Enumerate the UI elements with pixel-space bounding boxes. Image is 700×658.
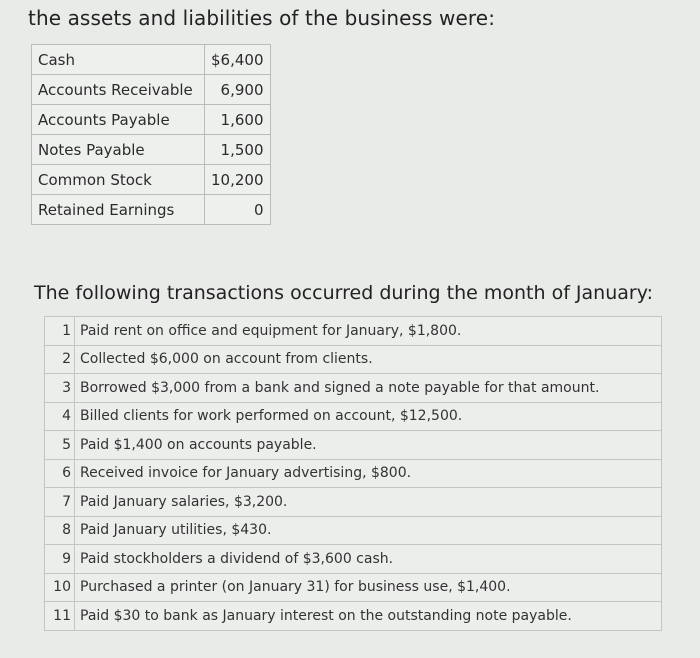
balance-label: Common Stock [32,165,205,195]
transactions-table [44,316,662,631]
balances-table [31,44,271,225]
transaction-text: Purchased a printer (on January 31) for business use, $1,400. [75,573,662,602]
balance-amount: $6,400 [205,45,271,75]
table-row [45,459,662,488]
transaction-number: 5 [45,431,75,460]
table-row [32,75,271,105]
table-row [32,135,271,165]
table-row [32,165,271,195]
balance-label: Cash [32,45,205,75]
page-heading: the assets and liabilities of the business were: [28,6,496,30]
balance-amount: 1,500 [205,135,271,165]
table-row [45,488,662,517]
transaction-number: 11 [45,602,75,631]
transaction-text: Collected $6,000 on account from clients. [75,345,662,374]
table-row [45,516,662,545]
table-row [32,105,271,135]
table-row [45,345,662,374]
transaction-text: Paid stockholders a dividend of $3,600 cash. [75,545,662,574]
transaction-text: Paid January utilities, $430. [75,516,662,545]
transaction-number: 4 [45,402,75,431]
table-row [45,374,662,403]
balance-amount: 0 [205,195,271,225]
transaction-text: Billed clients for work performed on account, $12,500. [75,402,662,431]
table-row [45,573,662,602]
table-row [45,402,662,431]
balance-amount: 6,900 [205,75,271,105]
transaction-number: 8 [45,516,75,545]
balance-amount: 10,200 [205,165,271,195]
transaction-number: 9 [45,545,75,574]
balance-amount: 1,600 [205,105,271,135]
transaction-number: 10 [45,573,75,602]
transaction-text: Paid rent on office and equipment for January, $1,800. [75,317,662,346]
transactions-heading: The following transactions occurred during the month of January: [34,282,653,304]
table-row [32,45,271,75]
transaction-number: 1 [45,317,75,346]
table-row [32,195,271,225]
balance-label: Notes Payable [32,135,205,165]
balance-label: Accounts Receivable [32,75,205,105]
balance-label: Retained Earnings [32,195,205,225]
table-row [45,545,662,574]
transaction-number: 6 [45,459,75,488]
transaction-number: 7 [45,488,75,517]
transaction-text: Received invoice for January advertising, $800. [75,459,662,488]
table-row [45,602,662,631]
transaction-number: 2 [45,345,75,374]
transaction-text: Paid $1,400 on accounts payable. [75,431,662,460]
table-row [45,317,662,346]
transaction-text: Paid January salaries, $3,200. [75,488,662,517]
table-row [45,431,662,460]
transaction-text: Borrowed $3,000 from a bank and signed a note payable for that amount. [75,374,662,403]
transaction-number: 3 [45,374,75,403]
transaction-text: Paid $30 to bank as January interest on the outstanding note payable. [75,602,662,631]
balance-label: Accounts Payable [32,105,205,135]
